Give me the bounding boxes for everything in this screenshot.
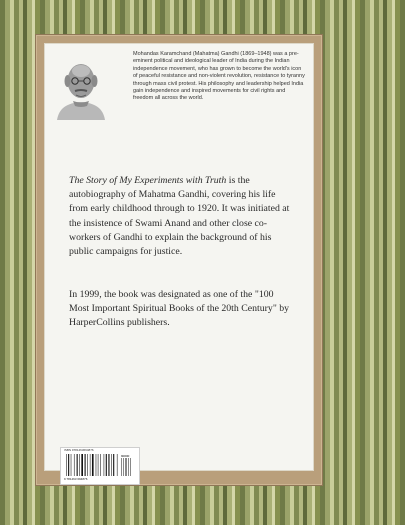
- book-designation: In 1999, the book was designated as one of the "100 Most Important Spiritual Books of the 20th Century" by HarperCollins publishers.: [69, 289, 290, 329]
- back-cover-panel: [44, 43, 314, 471]
- addon-bar: [128, 458, 129, 476]
- barcode-bar: [85, 454, 86, 476]
- book-description: [69, 174, 291, 259]
- barcode-bar: [117, 454, 118, 476]
- barcode-bar: [96, 454, 97, 476]
- barcode-bars: [65, 454, 135, 477]
- barcode-bar: [87, 454, 88, 476]
- barcode-bar: [104, 454, 105, 476]
- book-title: The Story of My Experiments with Truth: [69, 175, 227, 186]
- barcode-bar: [111, 454, 112, 476]
- barcode-bar: [68, 454, 69, 476]
- barcode-bar: [108, 454, 109, 476]
- barcode-bar: [92, 454, 94, 476]
- book-description-text: is the autobiography of Mahatma Gandhi, covering his life from early childhood through to 1920. It was initiated at the insistence of Swami Anand and other close co-workers of Gandhi to explain the background of his public campaigns for justice.: [69, 175, 290, 258]
- barcode-bar: [100, 454, 101, 476]
- barcode-bar: [90, 454, 91, 476]
- barcode-bar: [113, 454, 114, 476]
- barcode-bar: [98, 454, 99, 476]
- addon-bar: [121, 458, 122, 476]
- barcode-bar: [66, 454, 67, 476]
- addon-bar: [124, 458, 125, 476]
- barcode-bar: [81, 454, 83, 476]
- addon-bar: [131, 458, 132, 476]
- isbn-barcode: [60, 447, 140, 485]
- price-code: 90000: [121, 454, 130, 458]
- barcode-bar: [106, 454, 107, 476]
- barcode-bar: [79, 454, 80, 476]
- barcode-bar: [77, 454, 78, 476]
- barcode-bar: [71, 454, 72, 476]
- barcode-bar: [74, 454, 75, 476]
- isbn-label: ISBN 9781463694876: [64, 448, 94, 452]
- addon-bar: [126, 458, 127, 476]
- author-bio: Mohandas Karamchand (Mahatma) Gandhi (1869–1948) was a pre-eminent political and ideological leader of India during the Indian independence movement, who has grown to become the world's icon of peaceful resistance and non-violent revolution, resistance to tyranny through mass civil protest. His philosophy and leadership helped India gain independence and inspired movements for civil rights and freedom all across the world.: [133, 51, 305, 102]
- author-portrait: [55, 54, 107, 120]
- ean-number: 9 781463 694876: [64, 477, 88, 481]
